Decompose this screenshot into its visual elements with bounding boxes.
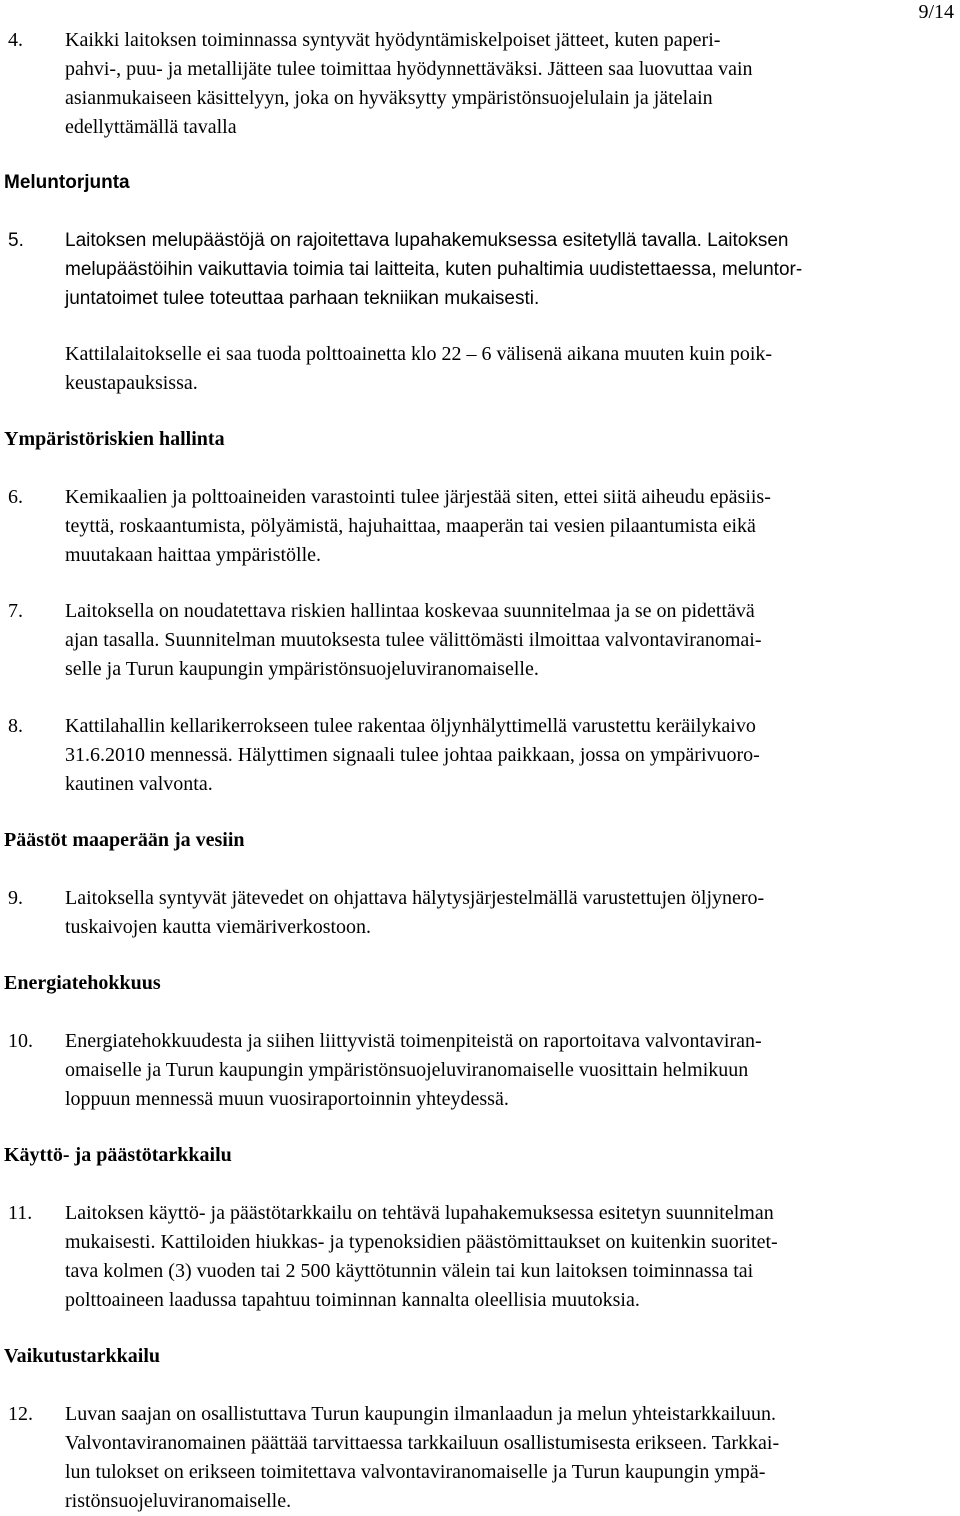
item-text-line: selle ja Turun kaupungin ympäristönsuojeluviranomaiselle. [65,658,539,680]
item-text-line: Laitoksella on noudatettava riskien hallintaa koskevaa suunnitelmaa ja se on pidettävä [65,600,755,622]
item-text-line: Kaikki laitoksen toiminnassa syntyvät hyödyntämiskelpoiset jätteet, kuten paperi- [65,29,721,51]
item-number: 9. [8,887,23,909]
item-text-line: pahvi-, puu- ja metallijäte tulee toimittaa hyödynnettäväksi. Jätteen saa luovuttaa vain [65,58,753,80]
item-text-line: Laitoksen melupäästöjä on rajoitettava lupahakemuksessa esitetyllä tavalla. Laitoksen [65,230,789,251]
item-number: 6. [8,486,23,508]
item-text-line: muutakaan haittaa ympäristölle. [65,544,322,566]
item-text-line: omaiselle ja Turun kaupungin ympäristönsuojeluviranomaiselle vuosittain helmikuun [65,1059,749,1081]
section-heading-vaikutustarkkailu: Vaikutustarkkailu [4,1345,160,1367]
item-text-line: Energiatehokkuudesta ja siihen liittyvistä toimenpiteistä on raportoitava valvontaviran- [65,1030,762,1052]
item-number: 5. [8,230,24,251]
item-text-line: 31.6.2010 mennessä. Hälyttimen signaali tulee johtaa paikkaan, jossa on ympärivuoro- [65,744,760,766]
item-text-line: teyttä, roskaantumista, pölyämistä, hajuhaittaa, maaperän tai vesien pilaantumista eikä [65,515,756,537]
item-text-line: tuskaivojen kautta viemäriverkostoon. [65,916,372,938]
section-heading-meluntorjunta: Meluntorjunta [4,172,130,193]
item-text-line: ristönsuojeluviranomaiselle. [65,1490,292,1512]
item-text-line: melupäästöihin vaikuttavia toimia tai laitteita, kuten puhaltimia uudistettaessa, meluntor- [65,259,803,280]
section-heading-paastot: Päästöt maaperään ja vesiin [4,829,245,851]
item-text-line: kautinen valvonta. [65,773,213,795]
item-number: 7. [8,600,23,622]
item-text-line: Kattilahallin kellarikerrokseen tulee rakentaa öljynhälyttimellä varustettu keräilykaivo [65,715,756,737]
item-text-line: Laitoksella syntyvät jätevedet on ohjattava hälytysjärjestelmällä varustettujen öljynero- [65,887,765,909]
item-text-line: polttoaineen laadussa tapahtuu toiminnan kannalta oleellisia muutoksia. [65,1289,640,1311]
paragraph-text-line: Kattilalaitokselle ei saa tuoda polttoainetta klo 22 – 6 välisenä aikana muuten kuin poik- [65,343,773,365]
item-number: 11. [8,1202,33,1224]
section-heading-energiatehokkuus: Energiatehokkuus [4,972,161,994]
paragraph-text-line: keustapauksissa. [65,372,198,394]
section-heading-ymparistoriskit: Ympäristöriskien hallinta [4,428,225,450]
item-number: 10. [8,1030,33,1052]
item-number: 12. [8,1403,33,1425]
item-text-line: ajan tasalla. Suunnitelman muutoksesta tulee välittömästi ilmoittaa valvontaviranomai- [65,629,762,651]
item-text-line: juntatoimet tulee toteuttaa parhaan tekniikan mukaisesti. [65,288,540,309]
item-text-line: mukaisesti. Kattiloiden hiukkas- ja typenoksidien päästömittaukset on kuitenkin suoritet- [65,1231,778,1253]
item-text-line: Laitoksen käyttö- ja päästötarkkailu on tehtävä lupahakemuksessa esitetyn suunnitelman [65,1202,774,1224]
item-text-line: loppuun mennessä muun vuosiraportoinnin yhteydessä. [65,1088,509,1110]
item-text-line: Luvan saajan on osallistuttava Turun kaupungin ilmanlaadun ja melun yhteistarkkailuun. [65,1403,776,1425]
item-number: 4. [8,29,23,51]
section-heading-kayttotarkkailu: Käyttö- ja päästötarkkailu [4,1144,232,1166]
item-text-line: Kemikaalien ja polttoaineiden varastointi tulee järjestää siten, ettei siitä aiheudu epäsiis- [65,486,771,508]
item-text-line: edellyttämällä tavalla [65,116,237,138]
page-number: 9/14 [918,1,954,23]
item-text-line: lun tulokset on erikseen toimitettava valvontaviranomaiselle ja Turun kaupungin ympä- [65,1461,766,1483]
item-text-line: tava kolmen (3) vuoden tai 2 500 käyttötunnin välein tai kun laitoksen toiminnassa tai [65,1260,754,1282]
item-number: 8. [8,715,23,737]
item-text-line: asianmukaiseen käsittelyyn, joka on hyväksytty ympäristönsuojelulain ja jätelain [65,87,713,109]
item-text-line: Valvontaviranomainen päättää tarvittaessa tarkkailuun osallistumisesta erikseen. Tarkkai- [65,1432,780,1454]
